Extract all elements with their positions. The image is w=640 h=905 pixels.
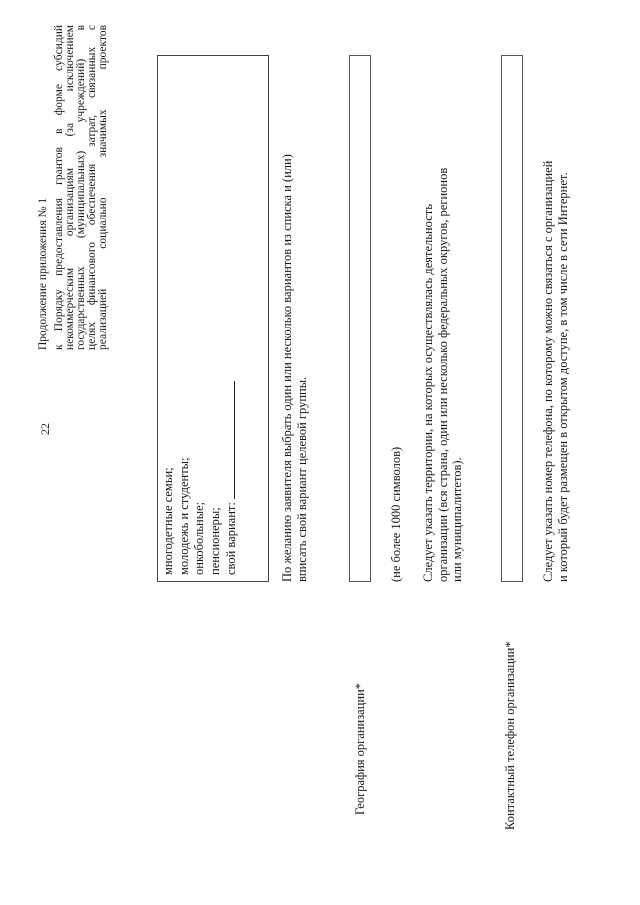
header-line: государственных (муниципальных) учреждений) в (75, 25, 87, 350)
option-custom[interactable] (223, 381, 240, 575)
option-large-families[interactable]: многодетные семьи; (161, 467, 175, 575)
page-number: 22 (38, 423, 52, 435)
header-line: целях финансового обеспечения затрат, связанных с (86, 25, 98, 350)
option-pensioners[interactable]: пенсионеры; (207, 507, 222, 575)
phone-hint (541, 161, 570, 582)
phone-label: Контактный телефон организации* (503, 641, 517, 830)
note-line: вписать свой вариант целевой группы. (294, 376, 309, 582)
hint-line: и который будет размещен в открытом доступе, в том числе в сети Интернет. (555, 172, 570, 582)
geography-label: География организации* (353, 682, 367, 815)
hint-line: Следует указать номер телефона, по которому можно связаться с организацией (541, 160, 555, 582)
hint-line: организации (вся страна, один или несколько федеральных округов, регионов (435, 167, 450, 582)
geography-hint (421, 168, 465, 582)
option-cancer-patients[interactable]: онкобольные; (192, 501, 206, 575)
option-youth-students[interactable]: молодежь и студенты; (176, 457, 191, 575)
hint-line: Следует указать территории, на которых осуществлялась деятельность (421, 204, 435, 582)
header-text (54, 25, 109, 350)
target-group-note (280, 154, 309, 582)
header-line: к Порядку предоставления грантов в форме субсидий (53, 25, 65, 350)
note-line: По желанию заявителя выбрать один или несколько вариантов из списка и (или) (280, 154, 294, 582)
header-title: Продолжение приложения № 1 (37, 197, 49, 350)
target-group-options-list (161, 381, 240, 575)
header-line: некоммерческим организациям (за исключением (64, 25, 76, 350)
header-line: реализацией социально значимых проектов (97, 25, 109, 350)
geography-limit-note: (не более 1000 символов) (389, 446, 403, 582)
geography-input[interactable] (349, 55, 371, 582)
custom-variant-input[interactable] (223, 381, 235, 499)
phone-input[interactable] (501, 55, 523, 582)
option-custom-label: свой вариант: (224, 502, 238, 575)
hint-line: или муниципалитетов). (450, 457, 464, 582)
